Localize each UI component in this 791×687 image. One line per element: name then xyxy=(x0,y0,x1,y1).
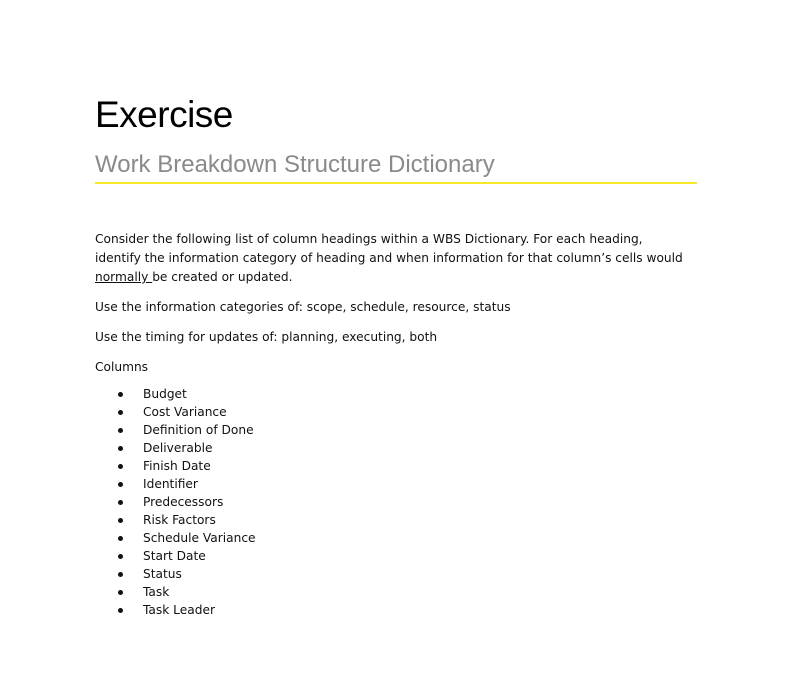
bullet-icon xyxy=(118,392,123,397)
title-divider xyxy=(95,182,697,184)
list-item xyxy=(95,439,695,457)
list-item-label: Definition of Done xyxy=(143,423,254,437)
list-item xyxy=(95,565,695,583)
list-item xyxy=(95,457,695,475)
list-item-label: Schedule Variance xyxy=(143,531,256,545)
columns-list xyxy=(95,385,695,619)
bullet-icon xyxy=(118,482,123,487)
list-item xyxy=(95,583,695,601)
columns-heading: Columns xyxy=(95,360,149,374)
list-item-label: Budget xyxy=(143,387,187,401)
list-item xyxy=(95,385,695,403)
timing-paragraph: Use the timing for updates of: planning, executing, both xyxy=(95,330,438,344)
list-item-label: Deliverable xyxy=(143,441,213,455)
intro-text-1: Consider the following list of column headings within a WBS Dictionary. For each heading, identify the information category of heading and when information for that column’s cells would xyxy=(95,232,683,265)
list-item-label: Risk Factors xyxy=(143,513,216,527)
bullet-icon xyxy=(118,500,123,505)
bullet-icon xyxy=(118,554,123,559)
intro-paragraph xyxy=(95,230,685,287)
bullet-icon xyxy=(118,428,123,433)
bullet-icon xyxy=(118,464,123,469)
list-item xyxy=(95,493,695,511)
document-body xyxy=(95,230,695,619)
bullet-icon xyxy=(118,446,123,451)
categories-paragraph: Use the information categories of: scope, schedule, resource, status xyxy=(95,300,511,314)
list-item-label: Task Leader xyxy=(143,603,215,617)
bullet-icon xyxy=(118,518,123,523)
list-item-label: Status xyxy=(143,567,182,581)
page-title: Exercise xyxy=(95,94,233,135)
intro-emphasis: normally xyxy=(95,270,153,284)
intro-text-2: be created or updated. xyxy=(152,270,293,284)
list-item-label: Start Date xyxy=(143,549,206,563)
bullet-icon xyxy=(118,608,123,613)
list-item-label: Finish Date xyxy=(143,459,211,473)
bullet-icon xyxy=(118,590,123,595)
list-item xyxy=(95,511,695,529)
list-item-label: Task xyxy=(143,585,170,599)
list-item xyxy=(95,529,695,547)
page-subtitle: Work Breakdown Structure Dictionary xyxy=(95,151,495,178)
list-item xyxy=(95,421,695,439)
list-item xyxy=(95,601,695,619)
bullet-icon xyxy=(118,536,123,541)
list-item xyxy=(95,475,695,493)
bullet-icon xyxy=(118,572,123,577)
list-item xyxy=(95,403,695,421)
bullet-icon xyxy=(118,410,123,415)
list-item xyxy=(95,547,695,565)
list-item-label: Identifier xyxy=(143,477,198,491)
list-item-label: Cost Variance xyxy=(143,405,227,419)
list-item-label: Predecessors xyxy=(143,495,224,509)
